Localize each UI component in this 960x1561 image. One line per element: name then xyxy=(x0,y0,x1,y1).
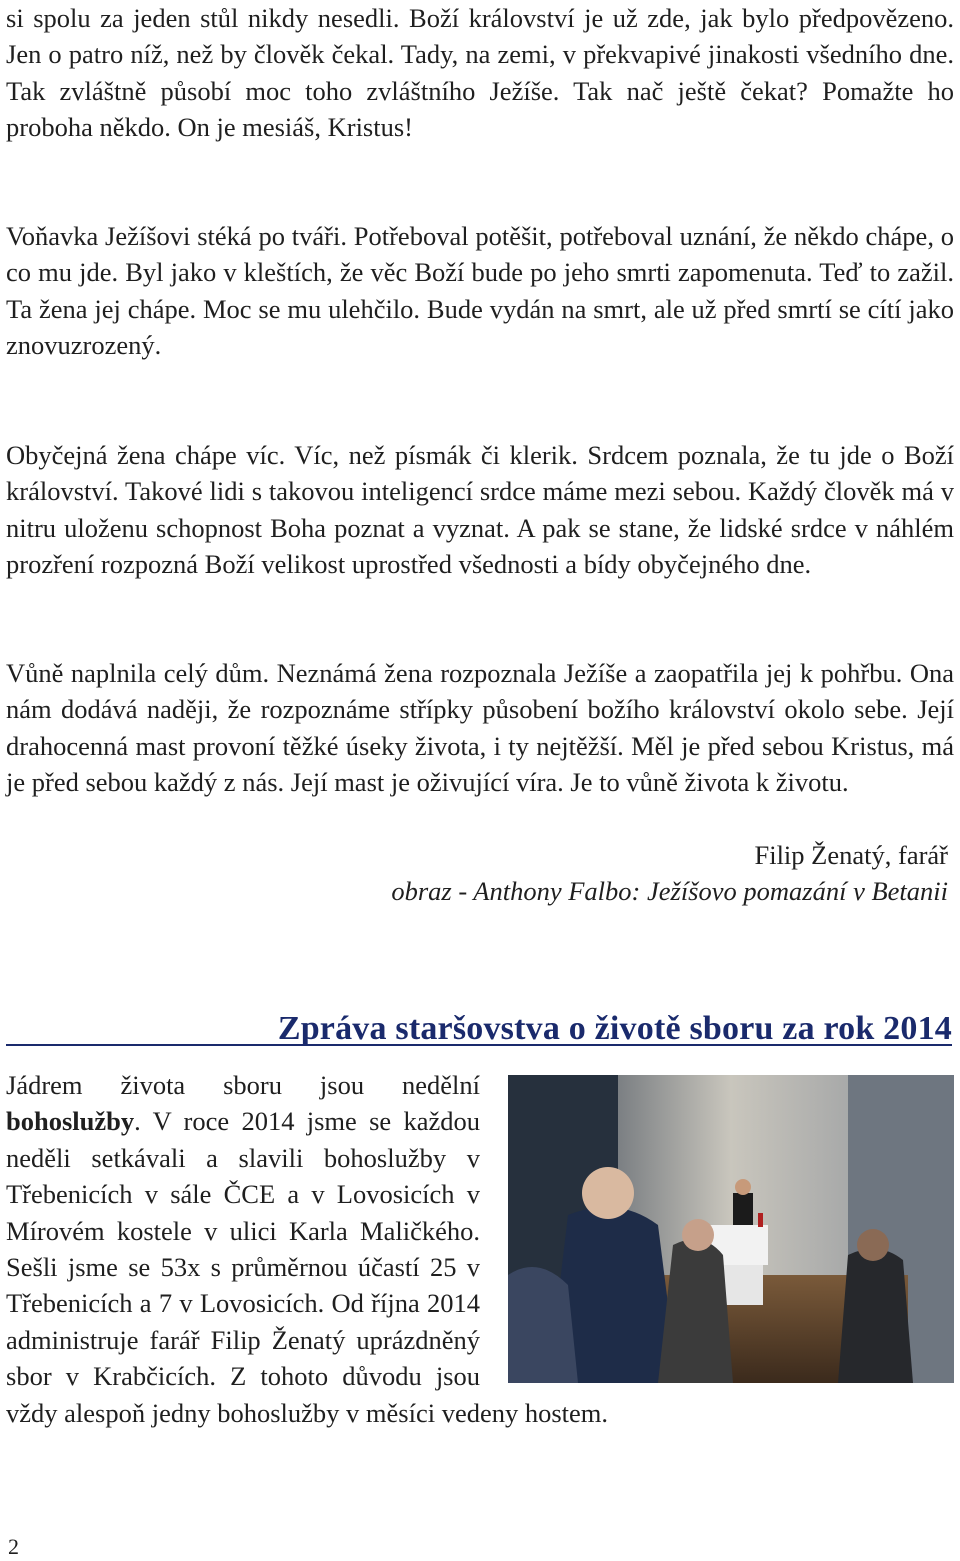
report-body: . V roce 2014 jsme se každou neděli setkávali a slavili bohoslužby v Třebenicích v sále ČCE a v Lovosicích v Mírovém kostele v ulici Karla Maličkého. Sešli jsme se 53x s průměrnou účastí 25 v Třebenicích a 7 v Lovosicích. Od října 2014 administruje farář Filip Ženatý uprázdněný sbor v Krabčicích. Z tohoto důvodu jsou vždy alespoň jedny bohoslužby v měsíci vedeny hostem. xyxy=(6,1106,609,1428)
signature: Filip Ženatý, farář xyxy=(754,840,948,870)
paragraph-2: Voňavka Ježíšovi stéká po tváři. Potřeboval potěšit, potřeboval uznání, že někdo chápe, o co mu jde. Byl jako v kleštích, že věc Boží bude po jeho smrti zapomenuta. Teď to zažil. Ta žena jej chápe. Moc se mu ulehčilo. Bude vydán na smrt, ale už před smrtí se cítí jako znovuzrozený. xyxy=(6,221,954,361)
section-heading: Zpráva staršovstva o životě sboru za rok 2014 xyxy=(277,1010,952,1047)
paragraph-4: Vůně naplnila celý dům. Neznámá žena rozpoznala Ježíše a zaopatřila jej k pohřbu. Ona nám dodává naději, že rozpoznáme střípky působení božího království okolo sebe. Její drahocenná mast provoní těžké úseky života, i ty nejtěžší. Měl je před sebou Kristus, má je před sebou každý z nás. Její mast je oživující víra. Je to vůně života k životu. xyxy=(6,658,954,798)
report-section xyxy=(6,1067,954,1431)
section-heading-rule xyxy=(6,1000,952,1046)
church-service-photo xyxy=(508,1075,954,1383)
image-caption: obraz - Anthony Falbo: Ježíšovo pomazání v Betanii xyxy=(391,876,948,906)
report-intro: Jádrem života sboru jsou nedělní xyxy=(6,1070,480,1100)
paragraph-3: Obyčejná žena chápe víc. Víc, než písmák či klerik. Srdcem poznala, že tu jde o Boží království. Takové lidi s takovou inteligencí srdce máme mezi sebou. Každý člověk má v nitru uloženu schopnost Boha poznat a vyznat. A pak se stane, že lidské srdce v náhlém prozření rozpozná Boží velikost uprostřed všednosti a bídy obyčejného dne. xyxy=(6,440,954,580)
report-intro-bold: bohoslužby xyxy=(6,1106,135,1137)
page-number: 2 xyxy=(8,1534,19,1559)
paragraph-1: si spolu za jeden stůl nikdy nesedli. Boží království je už zde, jak bylo předpovězeno. Jen o patro níž, než by člověk čekal. Tady, na zemi, v překvapivé jinakosti všedního dne. Tak zvláštně působí moc toho zvláštního Ježíše. Tak nač ještě čekat? Pomažte ho proboha někdo. On je mesiáš, Kristus! xyxy=(6,3,954,143)
